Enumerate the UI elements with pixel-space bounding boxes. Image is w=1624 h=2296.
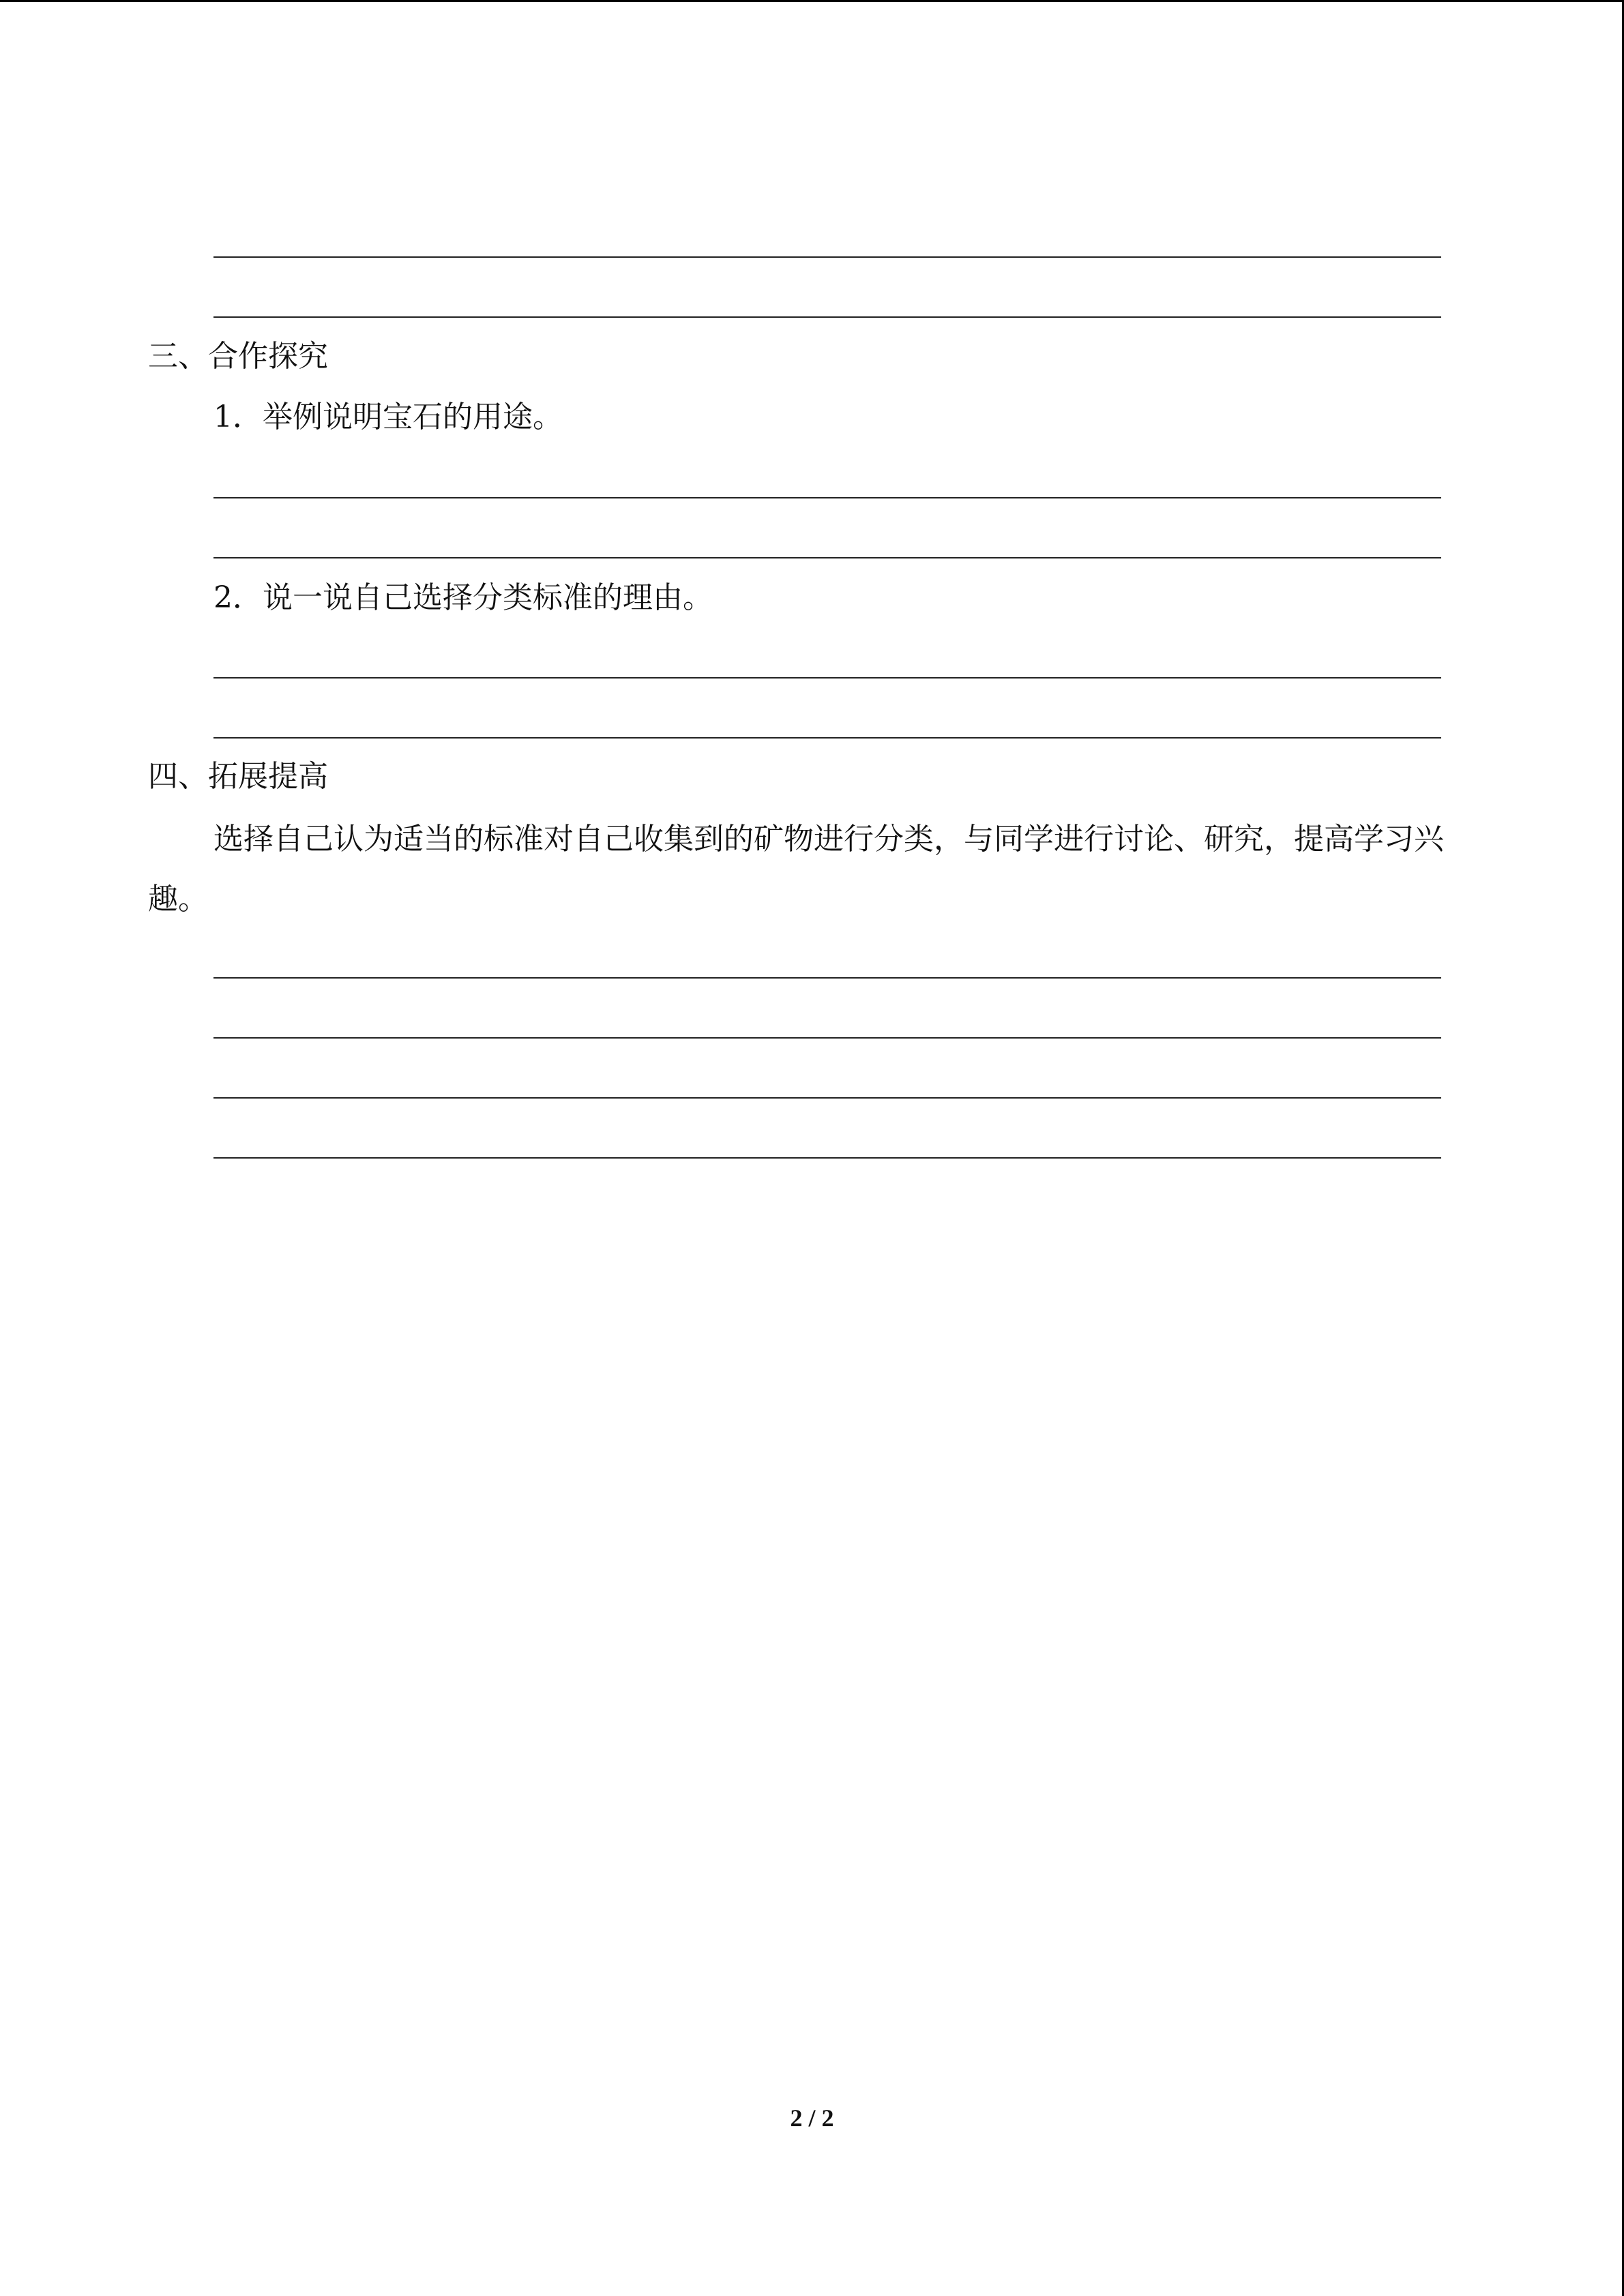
section-heading-cooperative-inquiry: 三、合作探究	[148, 339, 328, 374]
answer-line	[213, 1037, 1441, 1039]
question-1: 1．举例说明宝石的用途。	[213, 400, 563, 434]
answer-line	[213, 256, 1441, 258]
answer-line	[213, 557, 1441, 558]
answer-line	[213, 497, 1441, 498]
answer-line	[213, 316, 1441, 318]
answer-line	[213, 1097, 1441, 1099]
page-number: 2 / 2	[790, 2104, 834, 2132]
answer-line	[213, 977, 1441, 979]
extension-paragraph: 选择自己认为适当的标准对自己收集到的矿物进行分类，与同学进行讨论、研究，提高学习兴趣。	[148, 822, 1444, 916]
answer-line	[213, 1157, 1441, 1159]
answer-line	[213, 737, 1441, 739]
section-heading-extension: 四、拓展提高	[148, 759, 328, 794]
answer-line	[213, 677, 1441, 679]
question-2: 2．说一说自己选择分类标准的理由。	[213, 580, 713, 615]
